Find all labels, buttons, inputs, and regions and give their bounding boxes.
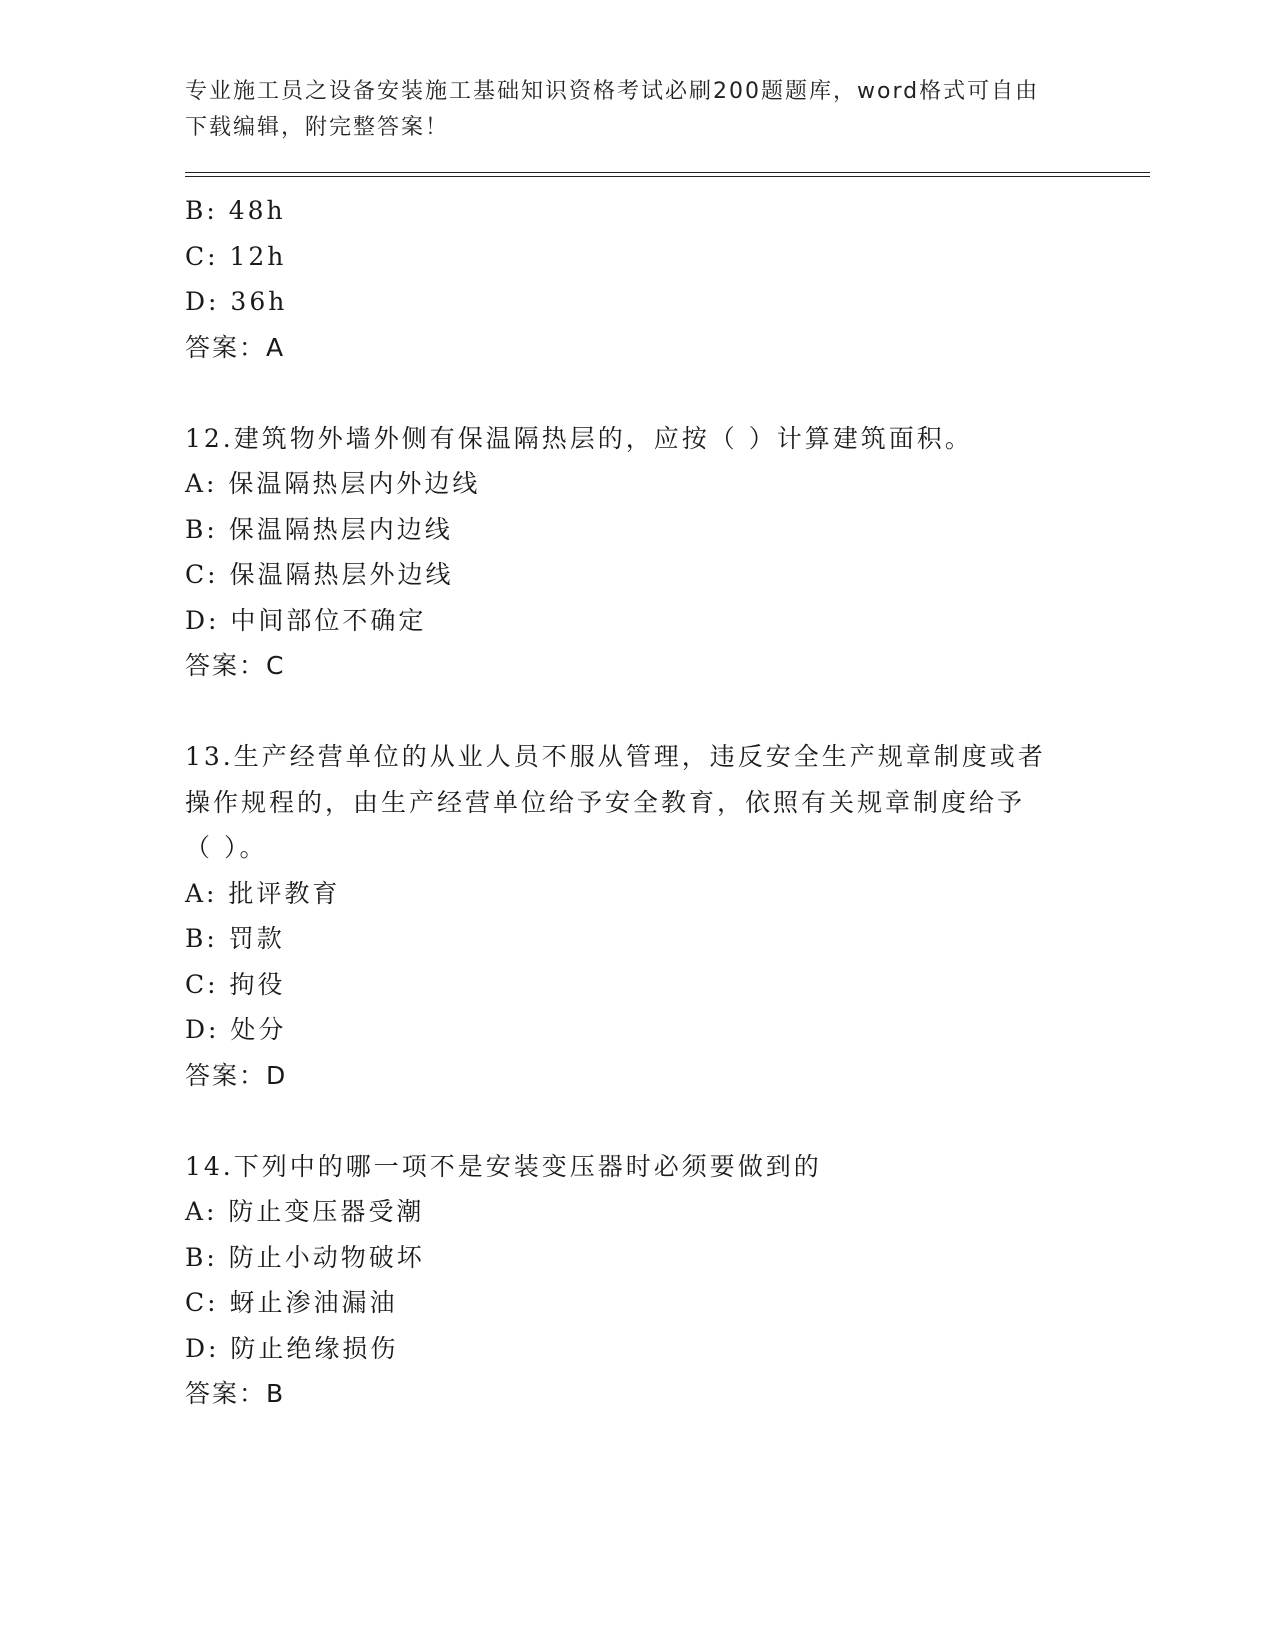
- answer-line: 答案：B: [185, 1379, 286, 1408]
- answer-line: 答案：D: [185, 1060, 288, 1090]
- answer-line: 答案：C: [185, 651, 286, 680]
- header-line-1: 专业施工员之设备安装施工基础知识资格考试必刷200题题库，word格式可自由: [185, 79, 1040, 104]
- option-c: C: 保温隔热层外边线: [185, 560, 454, 589]
- answer-line: 答案：A: [185, 332, 286, 362]
- question-stem-line-1: 13.生产经营单位的从业人员不服从管理，违反安全生产规章制度或者: [185, 742, 1046, 771]
- header-rule-top: [185, 172, 1150, 173]
- option-b: B: 罚款: [185, 924, 285, 953]
- spacer: [185, 1098, 1085, 1144]
- question-14: [185, 1144, 1085, 1417]
- question-stem-line-2: 操作规程的，由生产经营单位给予安全教育，依照有关规章制度给予: [185, 787, 1026, 817]
- header-line-2: 下载编辑，附完整答案！: [185, 115, 450, 140]
- option-c: C: 蚜止渗油漏油: [185, 1288, 398, 1317]
- option-b: B: 防止小动物破坏: [185, 1242, 425, 1272]
- option-a: A: 防止变压器受潮: [185, 1197, 425, 1226]
- question-11-tail: [185, 188, 1085, 370]
- question-list: [185, 188, 1085, 1417]
- option-d: D: 36h: [185, 287, 288, 316]
- option-b: B: 48h: [185, 196, 286, 225]
- question-stem: 12.建筑物外墙外侧有保温隔热层的，应按（ ）计算建筑面积。: [185, 423, 973, 453]
- question-13: [185, 734, 1085, 1098]
- option-a: A: 保温隔热层内外边线: [185, 469, 481, 498]
- option-c: C: 拘役: [185, 969, 286, 999]
- question-12: [185, 416, 1085, 689]
- option-a: A: 批评教育: [185, 878, 341, 908]
- question-stem-line-3: （ ）。: [185, 833, 268, 862]
- spacer: [185, 370, 1085, 416]
- header-rule-bottom: [185, 176, 1150, 177]
- spacer: [185, 689, 1085, 735]
- document-header: [185, 74, 1065, 146]
- option-b: B: 保温隔热层内边线: [185, 514, 453, 544]
- option-d: D: 中间部位不确定: [185, 605, 427, 635]
- question-stem: 14.下列中的哪一项不是安装变压器时必须要做到的: [185, 1151, 822, 1181]
- option-c: C: 12h: [185, 241, 287, 271]
- option-d: D: 处分: [185, 1015, 287, 1044]
- option-d: D: 防止绝缘损伤: [185, 1333, 399, 1363]
